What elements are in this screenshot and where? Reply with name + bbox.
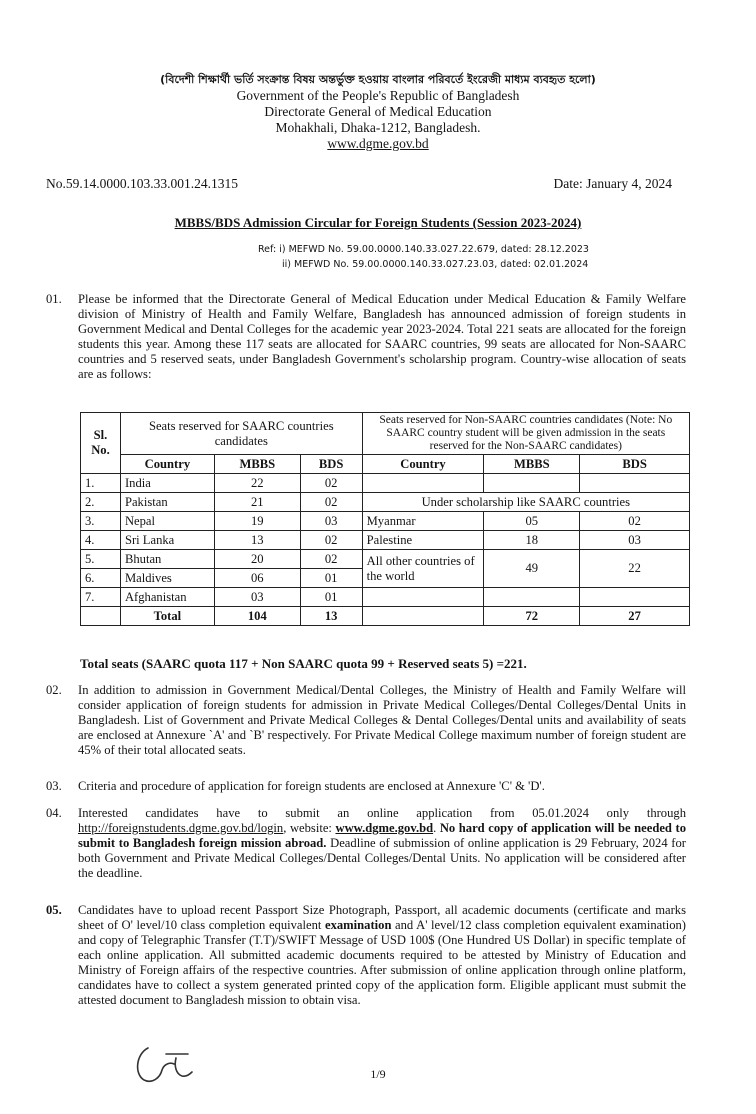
cell-mbbs: 49: [484, 550, 580, 588]
cell-country: Palestine: [362, 531, 484, 550]
cell-mbbs: 05: [484, 512, 580, 531]
cell-country: Sri Lanka: [120, 531, 214, 550]
cell-empty: [484, 474, 580, 493]
cell-country: Afghanistan: [120, 588, 214, 607]
cell-bds: 02: [300, 474, 362, 493]
bangla-note: (বিদেশী শিক্ষার্থী ভর্তি সংক্রান্ত বিষয় অন্তর্ভুক্ত হওয়ায় বাংলার পরিবর্তে ইংরেজী মাধ্যম ব্যবহৃত হলো): [160, 73, 596, 86]
cell-bds: 01: [300, 588, 362, 607]
reference-1: Ref: i) MEFWD No. 59.00.0000.140.33.027.22.679, dated: 28.12.2023: [258, 244, 589, 255]
cell-mbbs: 21: [214, 493, 300, 512]
cell-mbbs: 03: [214, 588, 300, 607]
cell-total-bds: 13: [300, 607, 362, 626]
text-segment: Candidates have to upload recent Passport Size Photograph, Passport, all academic documents (certificate and marks sheet of O' level/10 class completion equivalent: [78, 903, 686, 932]
header-saarc: Seats reserved for SAARC countries candidates: [120, 413, 362, 455]
table-row: [81, 493, 690, 512]
cell-bds: 02: [580, 512, 690, 531]
table-row: [81, 531, 690, 550]
signature-mark: [130, 1040, 200, 1090]
text-segment: Interested candidates have to submit an online application from 05.01.2024 only through: [78, 806, 686, 820]
col-bds: BDS: [300, 455, 362, 474]
application-portal-link[interactable]: http://foreignstudents.dgme.gov.bd/login: [78, 821, 284, 835]
table-row: [81, 588, 690, 607]
cell-total-mbbs: 104: [214, 607, 300, 626]
cell-empty: [362, 588, 484, 607]
paragraph-number: 05.: [46, 903, 62, 917]
cell-bds: 02: [300, 531, 362, 550]
cell-empty: [362, 474, 484, 493]
paragraph-01: [46, 292, 686, 382]
table-total-row: [81, 607, 690, 626]
cell-mbbs: 19: [214, 512, 300, 531]
cell-empty: [362, 607, 484, 626]
header-website-link[interactable]: www.dgme.gov.bd: [327, 136, 429, 151]
cell-bds: 02: [300, 493, 362, 512]
paragraph-number: 03.: [46, 779, 62, 793]
table-row: [81, 512, 690, 531]
col-mbbs: MBBS: [484, 455, 580, 474]
cell-sl: 4.: [81, 531, 121, 550]
cell-sl: 7.: [81, 588, 121, 607]
text-segment: Deadline of submission of online application is 29 February, 2024 for both Government and Private Medical Colleges/Dental Colleges/Dental Units. No application will be considered after the deadline.: [78, 836, 686, 880]
cell-bds: 01: [300, 569, 362, 588]
col-bds: BDS: [580, 455, 690, 474]
cell-mbbs: 06: [214, 569, 300, 588]
paragraph-number: 04.: [46, 806, 62, 820]
table-row: [81, 550, 690, 569]
cell-bds: 03: [300, 512, 362, 531]
reference-2: ii) MEFWD No. 59.00.0000.140.33.027.23.03, dated: 02.01.2024: [282, 259, 589, 270]
cell-empty: [580, 474, 690, 493]
paragraph-04: [46, 806, 686, 881]
cell-country: Nepal: [120, 512, 214, 531]
cell-country: Myanmar: [362, 512, 484, 531]
circular-title: MBBS/BDS Admission Circular for Foreign Students (Session 2023-2024): [174, 215, 582, 230]
cell-mbbs: 22: [214, 474, 300, 493]
cell-sl: 6.: [81, 569, 121, 588]
total-seats-summary: Total seats (SAARC quota 117 + Non SAARC quota 99 + Reserved seats 5) =221.: [80, 656, 527, 671]
header-government: Government of the People's Republic of Bangladesh: [236, 88, 520, 103]
cell-sl: 3.: [81, 512, 121, 531]
website-link[interactable]: www.dgme.gov.bd: [335, 821, 434, 835]
paragraph-text: Criteria and procedure of application for foreign students are enclosed at Annexure 'C' & 'D'.: [78, 779, 545, 793]
page-number: 1/9: [370, 1067, 386, 1081]
paragraph-text: [78, 806, 686, 881]
cell-total-label: Total: [120, 607, 214, 626]
paragraph-02: [46, 683, 686, 758]
paragraph-text: In addition to admission in Government Medical/Dental Colleges, the Ministry of Health and Family Welfare will consider application of foreign students for admission in Private Medical Colleges/Dental Colleges/Dental Units in Bangladesh. List of Government and Private Medical Colleges & Dental Colleges/Dental units and availability of seats are enclosed at Annexure `A' and `B' respectively. For Private Medical College maximum number of foreign student are 45% of their total allocated seats.: [78, 683, 686, 757]
scholarship-note: Under scholarship like SAARC countries: [362, 493, 689, 512]
cell-total-bds: 27: [580, 607, 690, 626]
text-emphasis: examination: [324, 918, 392, 932]
paragraph-05: [46, 903, 686, 1008]
cell-empty: [580, 588, 690, 607]
paragraph-number: 01.: [46, 292, 62, 306]
hard-copy-note: No hard copy of application will be needed to submit to Bangladesh foreign mission abroad.: [78, 821, 686, 850]
cell-sl: 2.: [81, 493, 121, 512]
text-segment: .: [433, 821, 440, 835]
header-directorate: Directorate General of Medical Education: [264, 104, 492, 119]
reference-number: No.59.14.0000.103.33.001.24.1315: [46, 176, 238, 191]
col-mbbs: MBBS: [214, 455, 300, 474]
paragraph-03: [46, 779, 686, 794]
cell-total-mbbs: 72: [484, 607, 580, 626]
cell-sl: 1.: [81, 474, 121, 493]
cell-bds: 22: [580, 550, 690, 588]
cell-country: Pakistan: [120, 493, 214, 512]
cell-mbbs: 18: [484, 531, 580, 550]
cell-empty: [81, 607, 121, 626]
cell-mbbs: 13: [214, 531, 300, 550]
cell-country: Maldives: [120, 569, 214, 588]
cell-country: Bhutan: [120, 550, 214, 569]
cell-bds: 02: [300, 550, 362, 569]
cell-mbbs: 20: [214, 550, 300, 569]
header-non-saarc: Seats reserved for Non-SAARC countries candidates (Note: No SAARC country student will be given admission in the seats reserved for the Non-SAARC candidates): [362, 413, 689, 455]
table-row: [81, 474, 690, 493]
paragraph-number: 02.: [46, 683, 62, 697]
header-sl-no: Sl. No.: [81, 413, 121, 474]
header-address: Mohakhali, Dhaka-1212, Bangladesh.: [275, 120, 481, 135]
seat-allocation-table: [80, 412, 690, 626]
paragraph-text: Please be informed that the Directorate General of Medical Education under Medical Education & Family Welfare division of Ministry of Health and Family Welfare, Bangladesh has announced admission of foreign students in Government Medical and Dental Colleges for the academic year 2023-2024. Total 221 seats are allocated for the foreign students this year. Among these 117 seats are allocated for SAARC countries, 99 seats are allocated for Non-SAARC countries and 5 reserved seats, under Bangladesh Government's scholarship program. Country-wise allocation of seats are as follows:: [78, 292, 686, 381]
cell-country: India: [120, 474, 214, 493]
text-segment: , website:: [283, 821, 336, 835]
cell-empty: [484, 588, 580, 607]
cell-bds: 03: [580, 531, 690, 550]
cell-sl: 5.: [81, 550, 121, 569]
col-country: Country: [362, 455, 484, 474]
paragraph-text: [78, 903, 686, 1008]
cell-country: All other countries of the world: [362, 550, 484, 588]
circular-date: Date: January 4, 2024: [553, 176, 672, 191]
text-segment: and A' level/12 class completion equivalent examination) and copy of Telegraphic Transfer (T.T)/SWIFT Message of USD 100$ (One Hundred US Dollar) in specific template of each online application. All submitted academic documents required to be attested by Ministry of Education and Ministry of Foreign affairs of the respective countries. After submission of online application through online platform, candidates have to collect a system generated printed copy of the application form. Eligible applicant must submit the attested document to Bangladesh mission to obtain visa.: [78, 918, 686, 1007]
col-country: Country: [120, 455, 214, 474]
